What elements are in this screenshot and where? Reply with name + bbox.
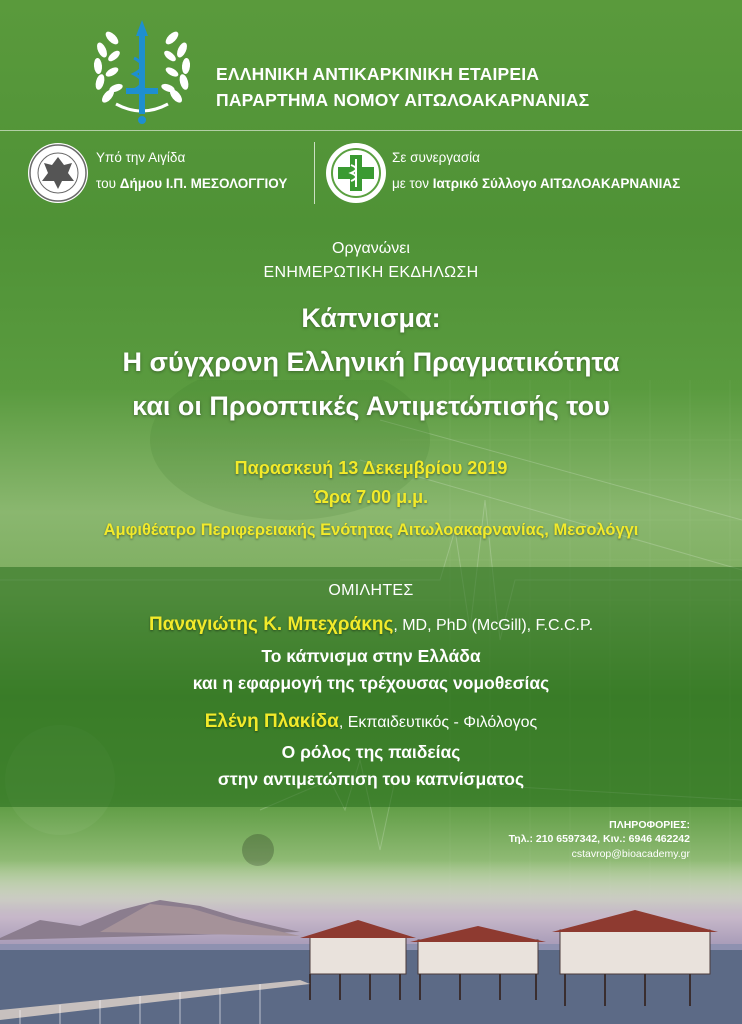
partner-prefix: με τον: [392, 176, 433, 191]
speaker-1: [0, 614, 742, 636]
info-phones: Τηλ.: 210 6597342, Κιν.: 6946 462242: [508, 833, 690, 845]
speakers-heading: ΟΜΙΛΗΤΕΣ: [328, 582, 414, 599]
speaker-2-name: Ελένη Πλακίδα: [204, 711, 339, 732]
speaker-1-topic-line2: και η εφαρμογή της τρέχουσας νομοθεσίας: [192, 673, 550, 693]
speaker-2: [0, 711, 742, 733]
speaker-2-topic-line2: στην αντιμετώπιση του καπνίσματος: [217, 769, 525, 789]
speaker-1-credentials: , MD, PhD (McGill), F.C.C.P.: [393, 617, 594, 634]
event-title-line1: Κάπνισμα:: [301, 303, 441, 333]
info-email: cstavrop@bioacademy.gr: [571, 848, 690, 860]
info-heading: ΠΛΗΡΟΦΟΡΙΕΣ:: [609, 819, 690, 831]
speaker-1-name: Παναγιώτης Κ. Μπεχράκης: [148, 614, 394, 635]
header: [0, 0, 742, 131]
event-title-line2: Η σύγχρονη Ελληνική Πραγματικότητα: [122, 347, 620, 377]
organizes-label: Οργανώνει: [332, 240, 410, 257]
event-type: ΕΝΗΜΕΡΩΤΙΚΗ ΕΚΔΗΛΩΣΗ: [263, 264, 479, 281]
municipality-seal-icon: [28, 143, 88, 203]
partner-line2: [392, 176, 680, 191]
speaker-2-topic-line1: Ο ρόλος της παιδείας: [281, 742, 461, 762]
organization-name: ΕΛΛΗΝΙΚΗ ΑΝΤΙΚΑΡΚΙΝΙΚΗ ΕΤΑΙΡΕΙΑ: [216, 64, 540, 84]
medical-cross-icon: [326, 143, 386, 203]
patronage-prefix: του: [96, 176, 120, 191]
organization-branch: ΠΑΡΑΡΤΗΜΑ ΝΟΜΟΥ ΑΙΤΩΛΟΑΚΑΡΝΑΝΙΑΣ: [216, 90, 590, 110]
laurel-sword-icon: [86, 18, 198, 126]
divider: [314, 142, 315, 204]
speaker-1-topic-line1: Το κάπνισμα στην Ελλάδα: [261, 646, 481, 666]
patronage-line1: Υπό την Αιγίδα: [96, 150, 186, 165]
event-date: Παρασκευή 13 Δεκεμβρίου 2019: [234, 458, 508, 478]
speaker-2-credentials: , Εκπαιδευτικός - Φιλόλογος: [338, 714, 538, 731]
event-title-line3: και οι Προοπτικές Αντιμετώπισής του: [132, 391, 610, 421]
event-venue: Αμφιθέατρο Περιφερειακής Ενότητας Αιτωλοακαρνανίας, Μεσολόγγι: [103, 521, 639, 539]
lagoon-scene-image: [0, 860, 742, 1024]
patronage-line2: [96, 176, 287, 191]
partner-line1: Σε συνεργασία: [392, 150, 480, 165]
medical-association-name: Ιατρικό Σύλλογο ΑΙΤΩΛΟΑΚΑΡΝΑΝΙΑΣ: [432, 176, 681, 191]
event-time: Ώρα 7.00 μ.μ.: [313, 487, 429, 507]
municipality-name: Δήμου Ι.Π. ΜΕΣΟΛΟΓΓΙΟΥ: [119, 176, 288, 191]
